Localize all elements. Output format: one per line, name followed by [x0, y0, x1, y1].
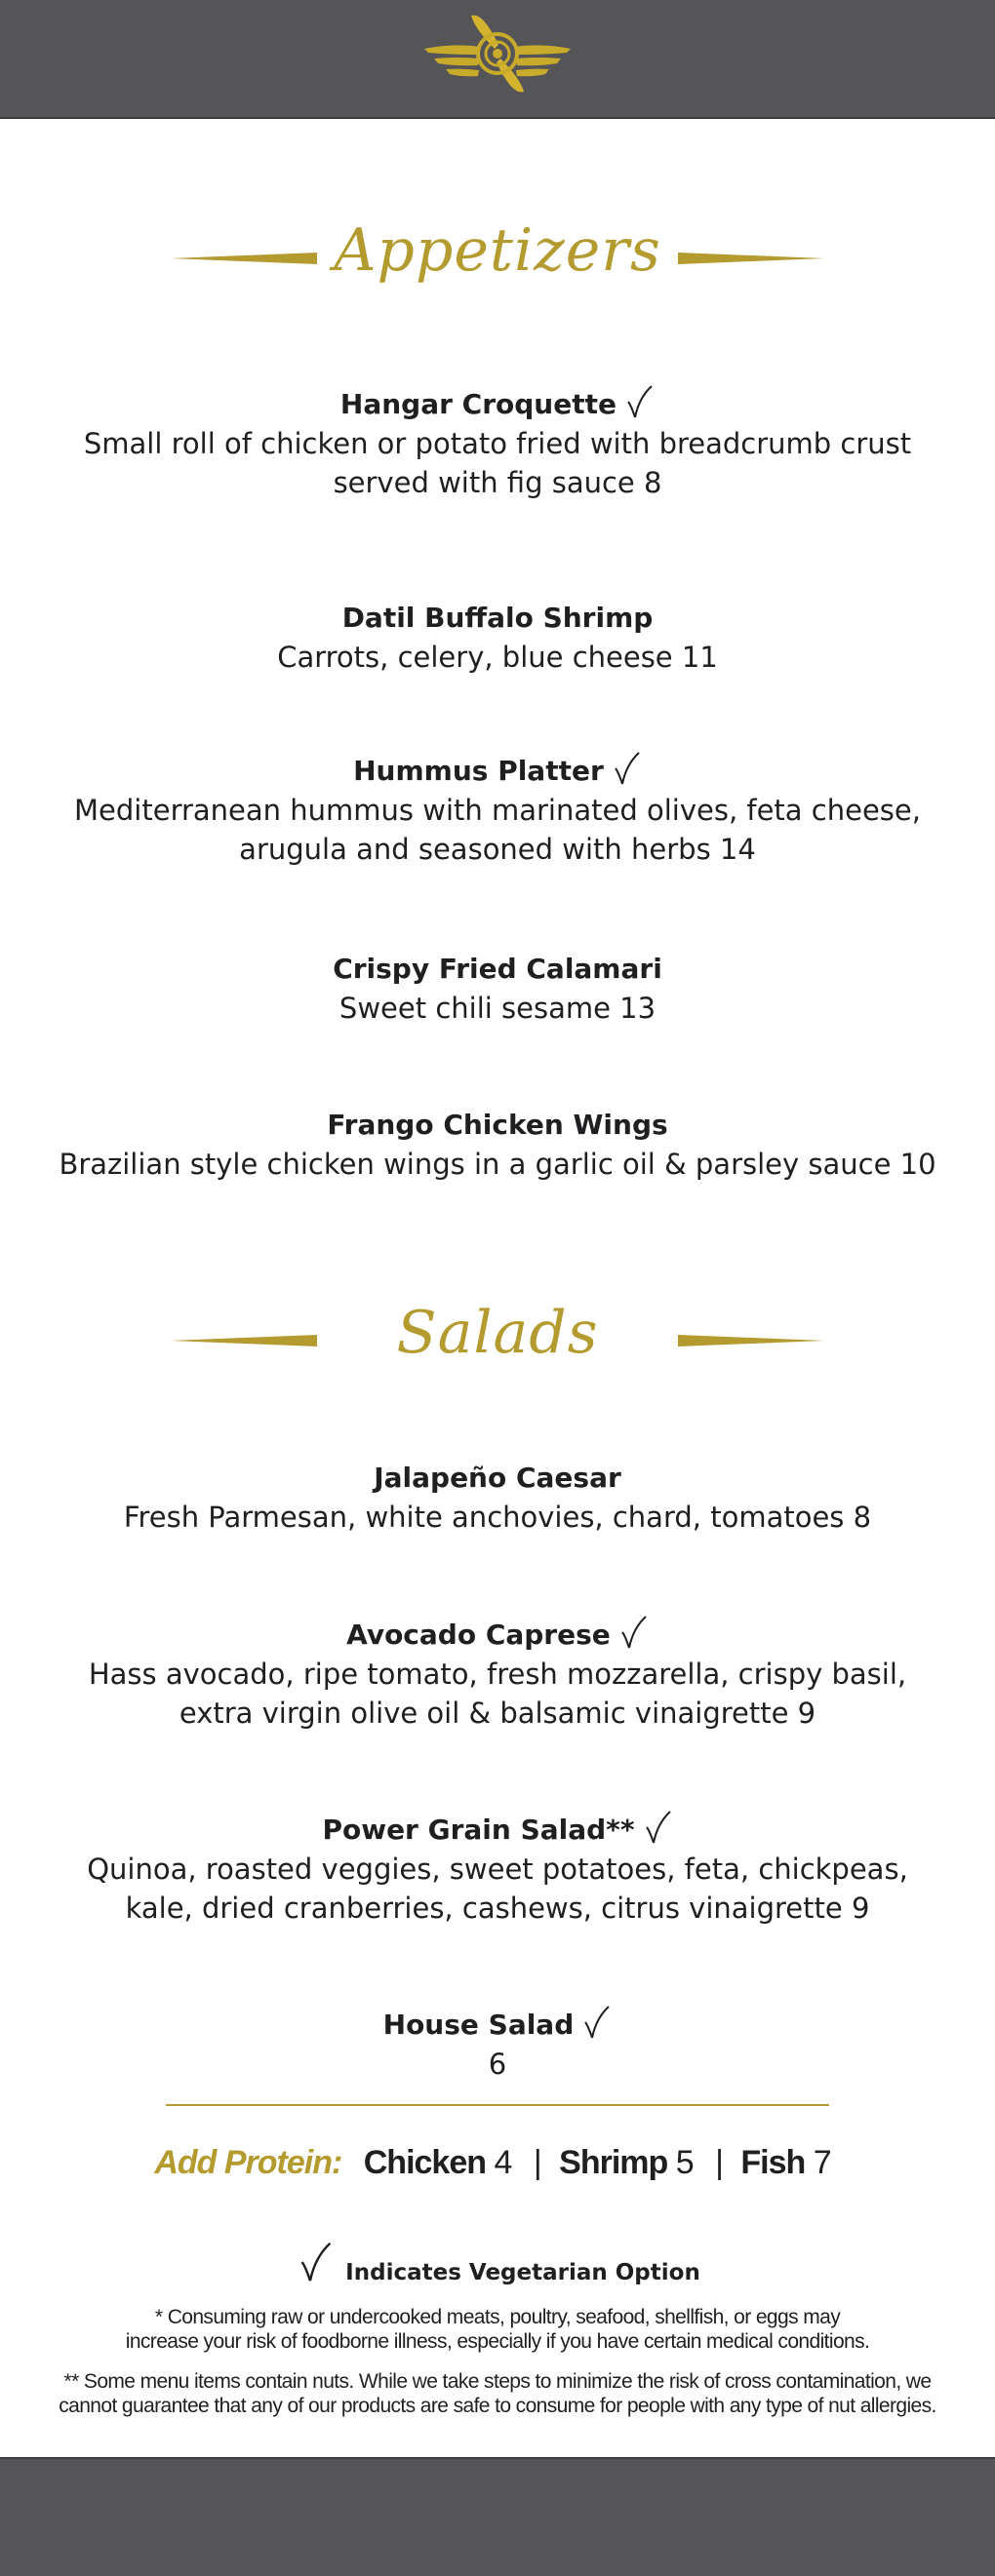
menu-item-crispy-fried-calamari [59, 950, 936, 1028]
winged-propeller-emblem-icon [415, 10, 580, 98]
vegetarian-sprout-icon [613, 751, 642, 786]
protein-separator: | [715, 2144, 723, 2181]
vegetarian-sprout-icon [644, 1810, 673, 1845]
right-ornament-rule [678, 252, 824, 265]
salads-title: Salads [396, 1299, 599, 1367]
vegetarian-sprout-icon [619, 1615, 649, 1650]
menu-item-frango-chicken-wings [59, 1106, 936, 1184]
vegetarian-sprout-icon [582, 2005, 612, 2040]
item-name: Hummus Platter [353, 755, 604, 787]
appetizers-title: Appetizers [334, 216, 661, 285]
item-description: Fresh Parmesan, white anchovies, chard, tomatoes 8 [123, 1501, 872, 1534]
appetizers-section-header [0, 205, 995, 312]
item-description: Sweet chili sesame 13 [338, 992, 657, 1025]
bottom-footer-bar [0, 2457, 995, 2576]
item-description: 6 [488, 2048, 507, 2081]
item-name: Avocado Caprese [346, 1619, 611, 1651]
menu-item-hummus-platter [59, 751, 936, 869]
raw-food-disclaimer: * Consuming raw or undercooked meats, poultry, seafood, shellfish, or eggs may increase your risk of foodborne illness, especially if you have certain medical conditions. [125, 2306, 870, 2353]
protein-option-price: 5 [675, 2144, 694, 2181]
item-name: House Salad [382, 2009, 575, 2041]
protein-option-name: Shrimp [559, 2144, 668, 2181]
menu-item-datil-buffalo-shrimp [59, 599, 936, 677]
menu-item-power-grain-salad [59, 1810, 936, 1928]
item-description: Carrots, celery, blue cheese 11 [277, 641, 718, 674]
item-name: Crispy Fried Calamari [333, 953, 662, 985]
menu-item-hangar-croquette [59, 384, 936, 502]
add-protein-label: Add Protein: [154, 2144, 342, 2181]
item-name: Hangar Croquette [339, 388, 617, 420]
item-description: Mediterranean hummus with marinated olives, feta cheese, arugula and seasoned with herbs 14 [74, 794, 921, 866]
protein-separator: | [533, 2144, 541, 2181]
menu-item-house-salad [59, 2005, 936, 2084]
protein-option-price: 7 [813, 2144, 831, 2181]
vegetarian-sprout-icon [625, 384, 655, 419]
add-protein-line [0, 2141, 995, 2184]
protein-option-price: 4 [494, 2144, 512, 2181]
item-name: Power Grain Salad** [322, 1814, 635, 1846]
item-description: Brazilian style chicken wings in a garlic oil & parsley sauce 10 [59, 1148, 936, 1181]
item-name: Datil Buffalo Shrimp [341, 602, 654, 634]
right-ornament-rule [678, 1334, 824, 1347]
menu-item-jalapeno-caesar [59, 1459, 936, 1537]
vegetarian-legend [0, 2241, 995, 2285]
protein-option-name: Fish [740, 2144, 806, 2181]
vegetarian-sprout-icon [298, 2241, 334, 2283]
item-name: Jalapeño Caesar [374, 1462, 621, 1494]
item-description: Small roll of chicken or potato fried with breadcrumb crust served with fig sauce 8 [83, 427, 912, 499]
item-description: Quinoa, roasted veggies, sweet potatoes, feta, chickpeas, kale, dried cranberries, cashews, citrus vinaigrette 9 [87, 1853, 908, 1925]
vegetarian-legend-text: Indicates Vegetarian Option [345, 2260, 700, 2285]
item-description: Hass avocado, ripe tomato, fresh mozzarella, crispy basil, extra virgin olive oil & balsamic vinaigrette 9 [88, 1658, 907, 1730]
protein-option-name: Chicken [363, 2144, 487, 2181]
menu-item-avocado-caprese [59, 1615, 936, 1733]
section-divider [166, 2104, 829, 2106]
salads-section-header [0, 1287, 995, 1394]
nut-allergy-disclaimer: ** Some menu items contain nuts. While we take steps to minimize the risk of cross contamination, we cannot guarantee that any of our products are safe to consume for people with any type of nut allergies. [59, 2370, 936, 2417]
top-header-bar [0, 0, 995, 119]
item-name: Frango Chicken Wings [327, 1109, 668, 1141]
